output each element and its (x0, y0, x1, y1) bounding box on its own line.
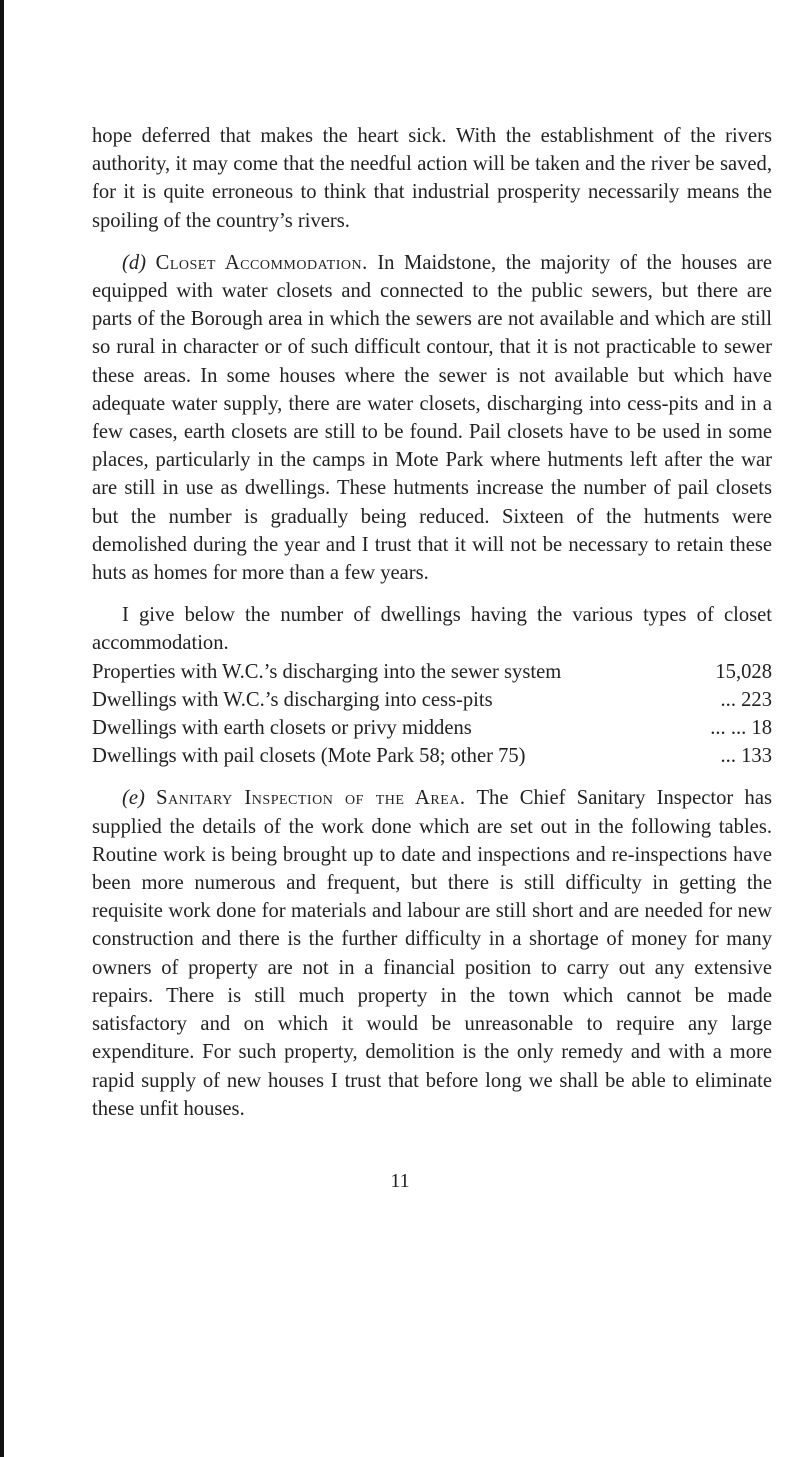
section-text-closet-accommodation: In Maidstone, the majority of the houses are equipped with water closets and connected to the public sewers, but there are parts of the Borough area in which the sewers are not available and which are still so rural in character or of such difficult contour, that it is not practicable to sewer these areas. In some houses where the sewer is not available but which have adequate water supply, there are water closets, discharging into cess-pits and in a few cases, earth closets are still to be found. Pail closets have to be used in some places, particularly in the camps in Mote Park where hutments left after the war are still in use as dwellings. These hutments increase the number of pail closets but the number is gradually being reduced. Sixteen of the hutments were demolished during the year and I trust that it will not be necessary to retain these huts as homes for more than a few years. (92, 251, 772, 585)
row-value: ... 133 (720, 745, 772, 768)
row-label: Dwellings with earth closets or privy middens (92, 717, 472, 740)
row-label: Dwellings with pail closets (Mote Park 58; other 75) (92, 745, 526, 768)
table-row (92, 658, 772, 686)
row-label: Properties with W.C.’s discharging into the sewer system (92, 660, 562, 683)
table-row (92, 714, 772, 742)
section-text-sanitary-inspection: The Chief Sanitary Inspector has supplied the details of the work done which are set out in the following tables. Routine work is being brought up to date and inspections and re-inspections have been more numerous and frequent, but there is still difficulty in getting the requisite work done for materials and labour are still short and are needed for new construction and there is the further difficulty in a shortage of money for many owners of property are not in a financial position to carry out any extensive repairs. There is still much property in the town which cannot be made satisfactory and on which it would be unreasonable to require any large expenditure. For such property, demolition is the only remedy and with a more rapid supply of new houses I trust that before long we shall be able to eliminate these unfit houses. (92, 787, 772, 1120)
page-number: 11 (390, 1170, 410, 1192)
row-value: ... 223 (720, 688, 772, 711)
row-label: Dwellings with W.C.’s discharging into cess-pits (92, 688, 493, 711)
table-row (92, 686, 772, 714)
closet-table (92, 658, 772, 771)
section-label-e: (e) (122, 787, 145, 810)
page-binding-edge (0, 0, 4, 1457)
paragraph-sanitary-inspection (92, 784, 772, 1122)
section-heading-sanitary-inspection: Sanitary Inspection of the Area. (156, 787, 466, 810)
table-row (92, 742, 772, 770)
paragraph-rivers: hope deferred that makes the heart sick. With the establishment of the rivers authority, it may come that the needful action will be taken and the river be saved, for it is quite erroneous to think that industrial prosperity necessarily means the spoiling of the country’s rivers. (92, 125, 772, 232)
paragraph-closet-accommodation (92, 249, 772, 587)
paragraph-list-intro: I give below the number of dwellings having the various types of closet accommodation. (92, 604, 772, 655)
row-value: 15,028 (715, 660, 772, 683)
row-value: ... ... 18 (710, 717, 772, 740)
section-heading-closet-accommodation: Closet Accommodation. (155, 251, 368, 274)
document-page (92, 122, 772, 1123)
section-label-d: (d) (122, 251, 147, 274)
